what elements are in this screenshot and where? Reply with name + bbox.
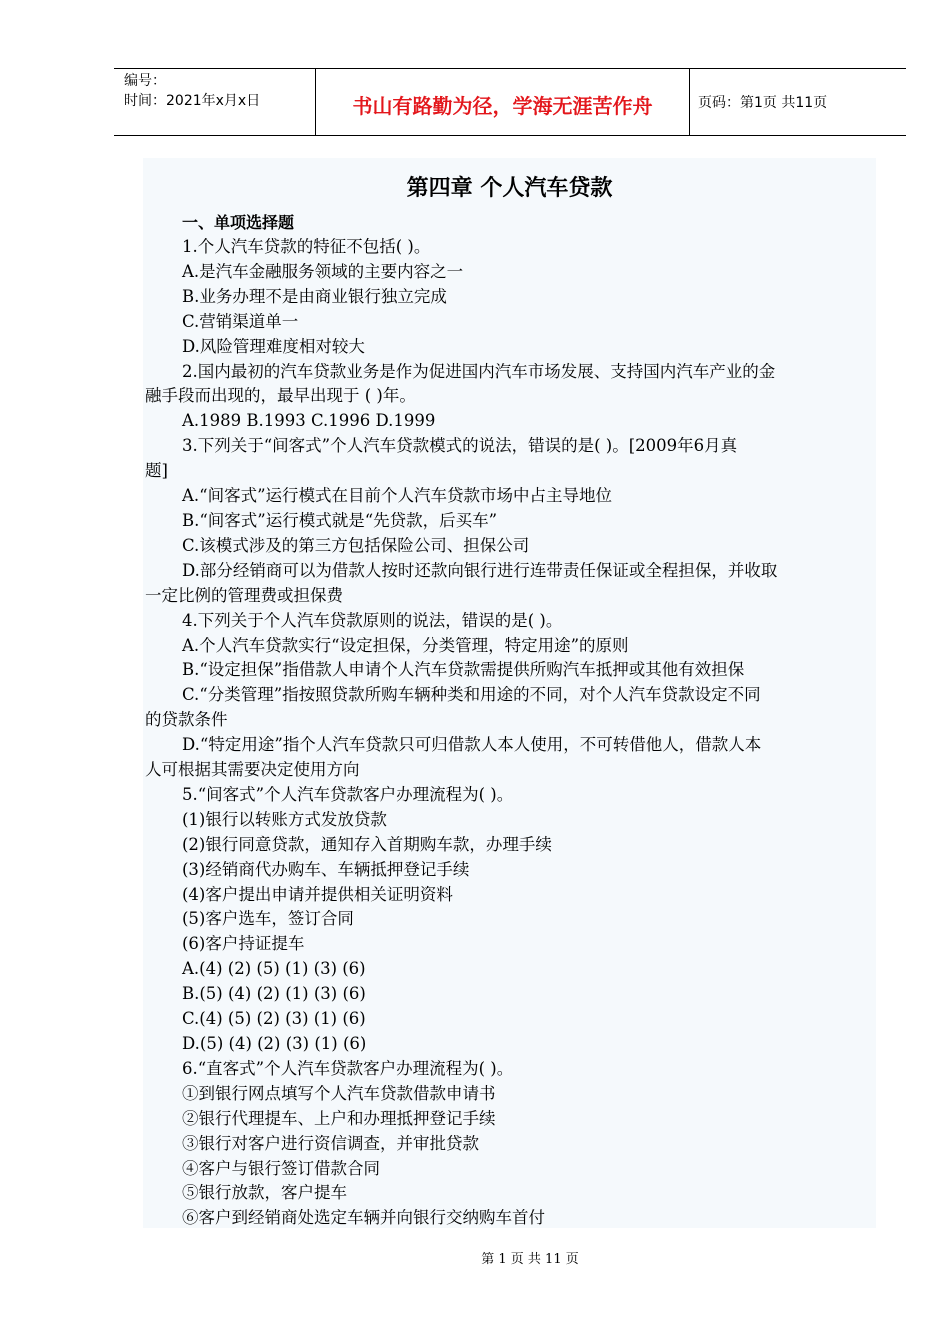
text-line: 人可根据其需要决定使用方向 xyxy=(145,760,360,780)
text-line: B.“设定担保”指借款人申请个人汽车贷款需提供所购汽车抵押或其他有效担保 xyxy=(182,660,745,680)
text-line: D.风险管理难度相对较大 xyxy=(182,336,365,356)
text-line: 5.“间客式”个人汽车贷款客户办理流程为( )。 xyxy=(182,784,514,804)
text-line: A.“间客式”运行模式在目前个人汽车贷款市场中占主导地位 xyxy=(182,486,613,506)
text-line: (5)客户选车，签订合同 xyxy=(182,909,354,929)
text-line: A.个人汽车贷款实行“设定担保，分类管理，特定用途”的原则 xyxy=(182,635,629,655)
text-line: B.“间客式”运行模式就是“先贷款，后买车” xyxy=(182,510,498,530)
text-line: 融手段而出现的，最早出现于 ( )年。 xyxy=(145,386,416,406)
text-line: D.(5) (4) (2) (3) (1) (6) xyxy=(182,1034,367,1053)
text-line: 一定比例的管理费或担保费 xyxy=(145,585,343,605)
text-line: ⑥客户到经销商处选定车辆并向银行交纳购车首付 xyxy=(182,1208,545,1228)
question-lines xyxy=(143,235,876,1231)
text-line: (2)银行同意贷款，通知存入首期购车款，办理手续 xyxy=(182,834,552,854)
text-line: A.1989 B.1993 C.1996 D.1999 xyxy=(182,411,436,431)
text-line: C.(4) (5) (2) (3) (1) (6) xyxy=(182,1009,366,1029)
text-line: B.(5) (4) (2) (1) (3) (6) xyxy=(182,984,366,1004)
text-line: ①到银行网点填写个人汽车贷款借款申请书 xyxy=(182,1083,496,1103)
text-line: 的贷款条件 xyxy=(145,710,228,730)
page-header xyxy=(114,68,906,136)
text-line: (4)客户提出申请并提供相关证明资料 xyxy=(182,884,453,904)
text-line: 4.下列关于个人汽车贷款原则的说法，错误的是( )。 xyxy=(182,610,563,630)
text-line: C.“分类管理”指按照贷款所购车辆种类和用途的不同，对个人汽车贷款设定不同 xyxy=(182,685,761,705)
text-line: B.业务办理不是由商业银行独立完成 xyxy=(182,286,447,306)
text-line: ②银行代理提车、上户和办理抵押登记手续 xyxy=(182,1108,496,1128)
document-time-label: 时间：2021年x月x日 xyxy=(124,93,261,109)
text-line: C.营销渠道单一 xyxy=(182,311,299,331)
header-page-number: 页码：第1页 共11页 xyxy=(698,95,828,111)
text-line: (6)客户持证提车 xyxy=(182,934,305,954)
text-line: A.(4) (2) (5) (1) (3) (6) xyxy=(182,959,366,979)
text-line: D.“特定用途”指个人汽车贷款只可归借款人本人使用，不可转借他人，借款人本 xyxy=(182,735,762,755)
text-line: 6.“直客式”个人汽车贷款客户办理流程为( )。 xyxy=(182,1058,514,1078)
text-line: D.部分经销商可以为借款人按时还款向银行进行连带责任保证或全程担保，并收取 xyxy=(182,560,778,580)
document-number-label: 编号： xyxy=(124,73,166,89)
text-line: ③银行对客户进行资信调查，并审批贷款 xyxy=(182,1133,479,1153)
chapter-title: 第四章 个人汽车贷款 xyxy=(406,176,613,201)
text-line: (3)经销商代办购车、车辆抵押登记手续 xyxy=(182,859,470,879)
text-line: A.是汽车金融服务领域的主要内容之一 xyxy=(182,261,464,281)
document-body xyxy=(143,158,876,1228)
text-line: 2.国内最初的汽车贷款业务是作为促进国内汽车市场发展、支持国内汽车产业的金 xyxy=(182,361,776,381)
text-line: ④客户与银行签订借款合同 xyxy=(182,1158,380,1178)
header-motto: 书山有路勤为径，学海无涯苦作舟 xyxy=(316,69,690,135)
text-line: 3.下列关于“间客式”个人汽车贷款模式的说法，错误的是( )。[2009年6月真 xyxy=(182,436,738,456)
text-line: (1)银行以转账方式发放贷款 xyxy=(182,809,387,829)
text-line: C.该模式涉及的第三方包括保险公司、担保公司 xyxy=(182,535,530,555)
text-line: ⑤银行放款，客户提车 xyxy=(182,1183,347,1203)
text-line: 题] xyxy=(145,461,168,481)
header-meta xyxy=(114,69,316,135)
text-line: 1.个人汽车贷款的特征不包括( )。 xyxy=(182,237,431,256)
page-footer: 第 1 页 共 11 页 xyxy=(481,1252,579,1267)
section-heading: 一、单项选择题 xyxy=(182,213,295,232)
